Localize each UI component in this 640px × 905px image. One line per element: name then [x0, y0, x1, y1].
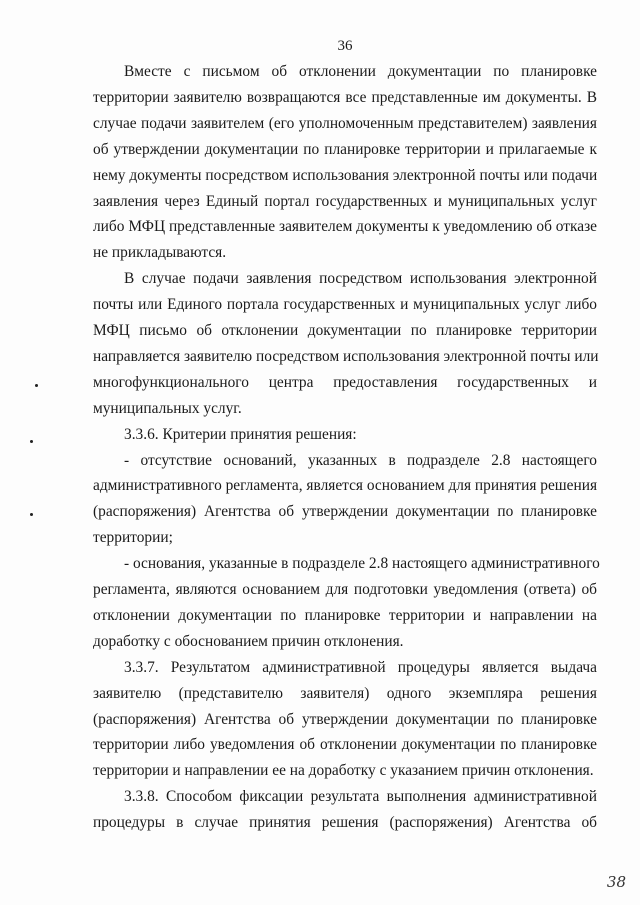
text-line: случае подачи заявителем (его уполномоченным представителем) заявления — [93, 114, 597, 132]
scan-mark — [35, 384, 38, 387]
text-line: либо МФЦ представленные заявителем документы к уведомлению об отказе — [93, 218, 597, 236]
text-line: - отсутствие оснований, указанных в подразделе 2.8 настоящего — [124, 451, 597, 469]
text-line: не прикладываются. — [93, 244, 227, 262]
text-line: отклонении документации по планировке территории и направлении на — [93, 606, 597, 624]
text-line: Вместе с письмом об отклонении документации по планировке — [124, 63, 597, 80]
text-line: почты или Единого портала государственных и муниципальных услуг либо — [93, 296, 597, 314]
text-line: территории и направлении ее на доработку с указанием причин отклонения. — [93, 762, 594, 780]
text-line: многофункционального центра предоставления государственных и — [93, 373, 597, 391]
text-line: 3.3.8. Способом фиксации результата выполнения административной — [124, 788, 597, 806]
text-line: территории; — [93, 529, 173, 547]
text-line: территории заявителю возвращаются все представленные им документы. В — [93, 88, 597, 106]
scan-mark — [30, 513, 33, 516]
text-line: об утверждении документации по планировке территории и прилагаемые к — [93, 140, 597, 158]
text-line: процедуры в случае принятия решения (распоряжения) Агентства об — [93, 814, 597, 832]
text-line: доработку с обоснованием причин отклонения. — [93, 632, 404, 650]
text-line: В случае подачи заявления посредством использования электронной — [124, 270, 597, 288]
text-line: административного регламента, является основанием для принятия решения — [93, 477, 598, 495]
handwritten-page-number: 38 — [606, 873, 626, 891]
text-line: территории либо уведомления об отклонении документации по планировке — [93, 736, 597, 754]
text-line: муниципальных услуг. — [93, 399, 242, 417]
text-line: МФЦ письмо об отклонении документации по планировке территории — [93, 322, 597, 339]
text-line: 3.3.7. Результатом административной процедуры является выдача — [124, 658, 597, 676]
text-line: регламента, являются основанием для подготовки уведомления (ответа) об — [93, 581, 597, 598]
page-number: 36 — [337, 38, 353, 54]
text-line: направляется заявителю посредством использования электронной почты или — [93, 347, 599, 365]
scan-mark — [30, 440, 33, 443]
text-line: заявителю (представителю заявителя) одного экземпляра решения — [93, 684, 597, 702]
text-line: - основания, указанные в подразделе 2.8 настоящего административного — [124, 555, 600, 573]
text-line: нему документы посредством использования электронной почты или подачи — [93, 166, 598, 184]
text-line: (распоряжения) Агентства об утверждении документации по планировке — [93, 710, 597, 728]
text-line: 3.3.6. Критерии принятия решения: — [124, 425, 357, 443]
text-line: заявления через Единый портал государственных и муниципальных услуг — [93, 192, 597, 210]
text-line: (распоряжения) Агентства об утверждении документации по планировке — [93, 503, 597, 521]
